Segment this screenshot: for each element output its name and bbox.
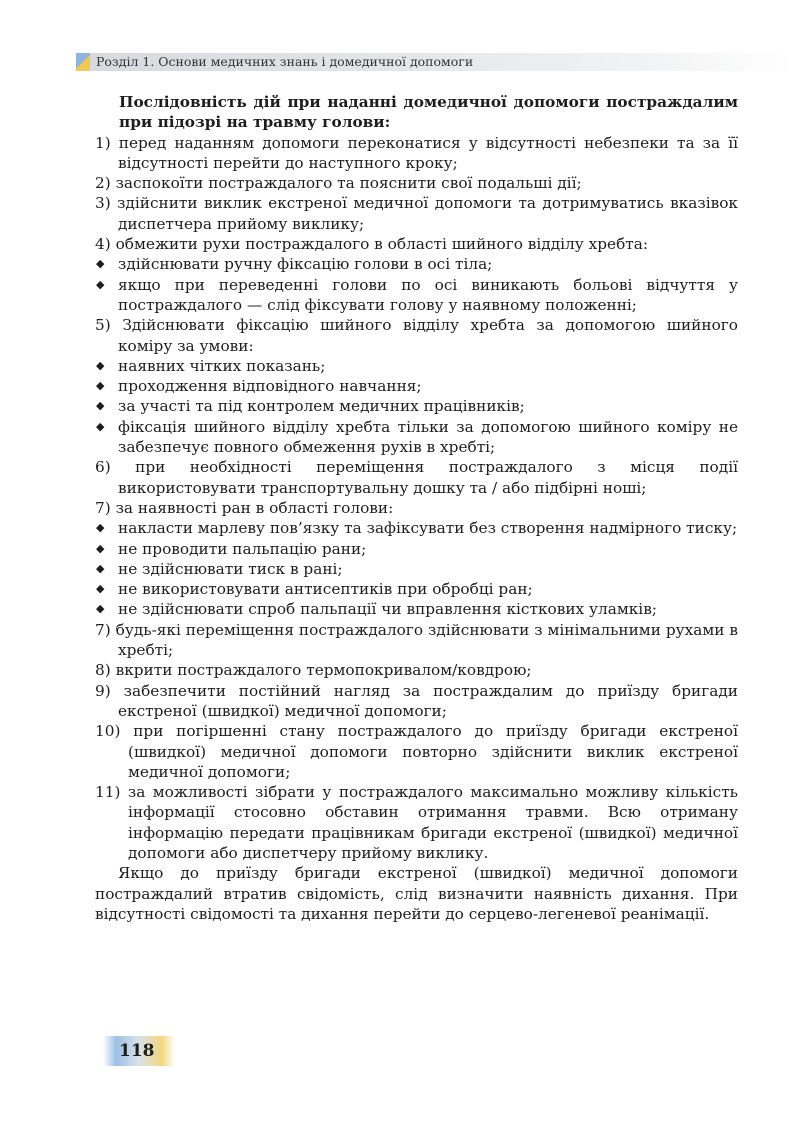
numbered-item	[95, 660, 738, 680]
numbered-item-text: Здійснювати фіксацію шийного відділу хребта за допомогою шийного коміру за умови:	[118, 316, 738, 355]
numbered-item-text: перед наданням допомоги переконатися у відсутності небезпеки та за її відсутності перейти до наступного кроку;	[118, 133, 738, 172]
instruction-title: Послідовність дій при наданні домедичної допомоги постраждалим при підозрі на травму голови:	[119, 93, 738, 132]
numbered-item	[95, 782, 738, 863]
numbered-item	[95, 457, 738, 498]
bullet-diamond-icon: ◆	[96, 561, 105, 575]
page-number-badge	[103, 1036, 175, 1066]
numbered-item	[95, 193, 738, 234]
bullet-diamond-icon: ◆	[96, 541, 105, 555]
numbered-item	[95, 721, 738, 782]
numbered-item	[95, 173, 738, 193]
bullet-item-text: не проводити пальпацію рани;	[118, 539, 367, 558]
item-number: 3)	[95, 194, 111, 213]
bullet-diamond-icon: ◆	[96, 582, 105, 596]
bullet-diamond-icon: ◆	[96, 419, 105, 433]
bullet-item	[95, 579, 738, 599]
numbered-item	[95, 315, 738, 356]
bullet-item-text: за участі та під контролем медичних працівників;	[118, 397, 525, 416]
item-number: 4)	[95, 235, 111, 254]
numbered-item-text: за наявності ран в області голови:	[115, 498, 394, 517]
bullet-item-text: накласти марлеву пов’язку та зафіксувати без створення надмірного тиску;	[118, 519, 738, 538]
bullet-diamond-icon: ◆	[96, 521, 105, 535]
bullet-diamond-icon: ◆	[96, 358, 105, 372]
item-number: 6)	[95, 458, 111, 477]
item-number: 7)	[95, 620, 111, 639]
page-header	[76, 53, 794, 71]
item-number: 5)	[95, 316, 111, 335]
main-content	[95, 92, 738, 924]
numbered-item-text: за можливості зібрати у постраждалого максимально можливу кількість інформації стосовно обставин отримання травми. Всю отриману інформацію передати працівникам бригади екстреної (швидкої) медичної допомоги або диспетчеру прийому виклику.	[127, 783, 738, 862]
numbered-item-text: здійснити виклик екстреної медичної допомоги та дотримуватись вказівок диспетчера прийому виклику;	[117, 194, 738, 233]
bullet-item	[95, 599, 738, 619]
instruction-list	[95, 133, 738, 864]
bullet-item	[95, 376, 738, 396]
bullet-item-text: здійснювати ручну фіксацію голови в осі тіла;	[118, 255, 493, 274]
bullet-item	[95, 356, 738, 376]
section-title: Розділ 1. Основи медичних знань і домедичної допомоги	[96, 54, 474, 69]
bullet-item	[95, 396, 738, 416]
bullet-item-text: фіксація шийного відділу хребта тільки за допомогою шийного коміру не забезпечує повного обмеження рухів в хребті;	[118, 417, 738, 457]
bullet-diamond-icon: ◆	[96, 602, 105, 616]
item-number: 10)	[95, 722, 121, 741]
bullet-diamond-icon: ◆	[96, 277, 105, 291]
item-number: 7)	[95, 498, 111, 517]
numbered-item	[95, 620, 738, 661]
bullet-diamond-icon: ◆	[96, 399, 105, 413]
item-number: 2)	[95, 174, 111, 193]
bullet-item	[95, 518, 738, 538]
page-number: 118	[119, 1041, 155, 1061]
numbered-item-text: при погіршенні стану постраждалого до приїзду бригади екстреної (швидкої) медичної допомоги повторно здійснити виклик екстреної медичної допомоги;	[128, 722, 738, 781]
bullet-item	[95, 254, 738, 274]
bullet-diamond-icon: ◆	[96, 257, 105, 271]
numbered-item-text: заспокоїти постраждалого та пояснити свої подальші дії;	[115, 174, 582, 193]
numbered-item	[95, 498, 738, 518]
item-number: 9)	[95, 681, 111, 700]
numbered-item	[95, 234, 738, 254]
bullet-item	[95, 275, 738, 316]
closing-paragraph: Якщо до приїзду бригади екстреної (швидкої) медичної допомоги постраждалий втратив свідомість, слід визначити наявність дихання. При відсутності свідомості та дихання перейти до серцево-легеневої реанімації.	[95, 864, 738, 923]
numbered-item-text: будь-які переміщення постраждалого здійснювати з мінімальними рухами в хребті;	[115, 620, 738, 660]
numbered-item	[95, 681, 738, 722]
bullet-item-text: не використовувати антисептиків при обробці ран;	[118, 580, 533, 599]
item-number: 1)	[95, 133, 111, 152]
bullet-item	[95, 559, 738, 579]
item-number: 8)	[95, 661, 111, 680]
bullet-diamond-icon: ◆	[96, 379, 105, 393]
numbered-item-text: вкрити постраждалого термопокривалом/ковдрою;	[115, 661, 532, 680]
bullet-item-text: не здійснювати спроб пальпації чи вправлення кісткових уламків;	[118, 600, 657, 619]
bullet-item-text: якщо при переведенні голови по осі виникають больові відчуття у постраждалого — слід фіксувати голову у наявному положенні;	[118, 275, 738, 314]
item-number: 11)	[95, 783, 121, 802]
bullet-item-text: наявних чітких показань;	[118, 356, 326, 375]
numbered-item-text: обмежити рухи постраждалого в області шийного відділу хребта:	[115, 235, 649, 254]
numbered-item	[95, 133, 738, 174]
bullet-item	[95, 417, 738, 458]
bullet-item-text: не здійснювати тиск в рані;	[118, 559, 343, 578]
bullet-item	[95, 539, 738, 559]
numbered-item-text: при необхідності переміщення постраждалого з місця події використовувати транспортувальну дошку та / або підбірні ноші;	[118, 458, 738, 497]
header-corner-mark	[76, 53, 90, 71]
numbered-item-text: забезпечити постійний нагляд за постраждалим до приїзду бригади екстреної (швидкої) медичної допомоги;	[118, 681, 739, 720]
bullet-item-text: проходження відповідного навчання;	[118, 377, 422, 396]
